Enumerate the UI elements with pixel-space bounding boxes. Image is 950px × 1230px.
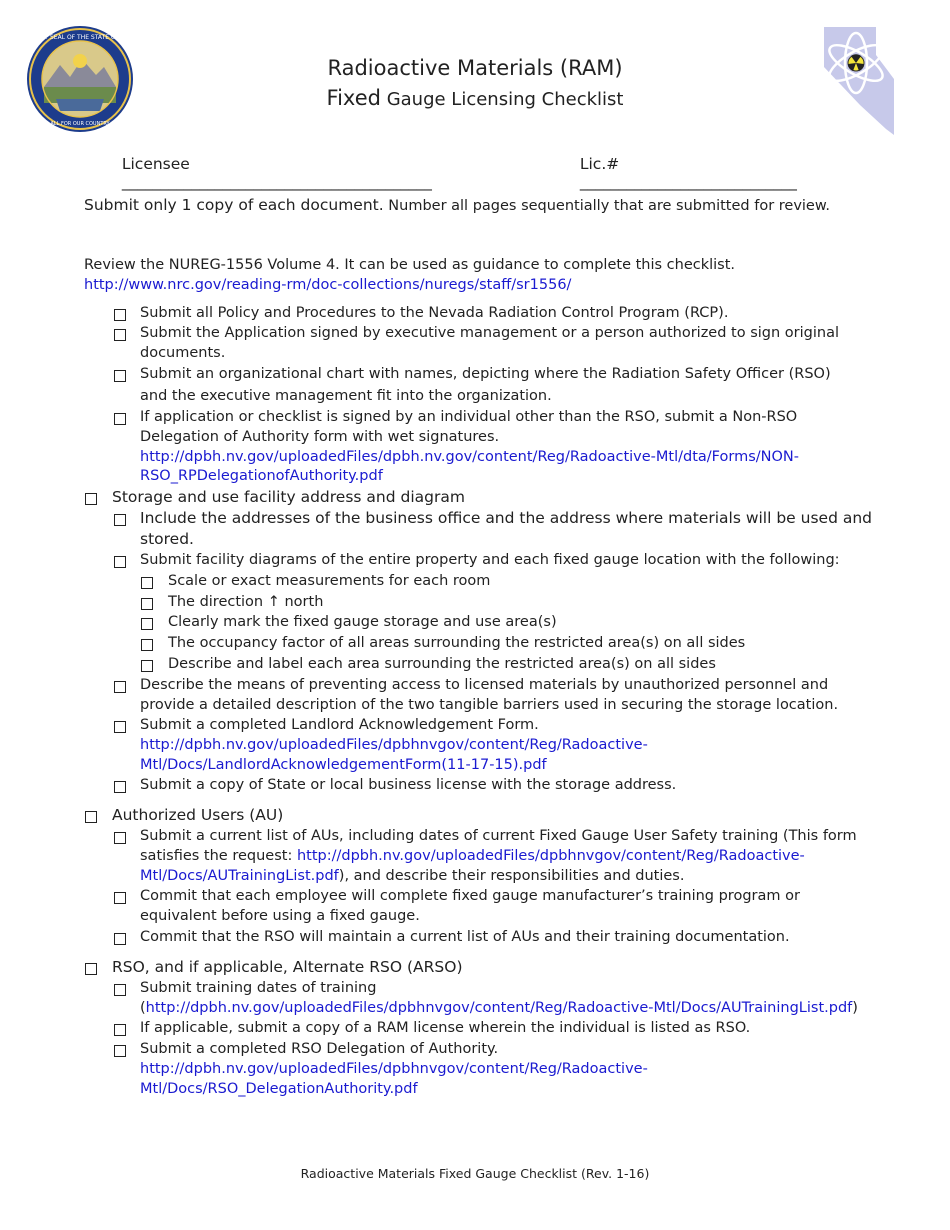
line-text: Submit all Policy and Procedures to the Nevada Radiation Control Program (RCP). [140,305,729,321]
line-text: ), and describe their responsibilities and duties. [338,868,685,884]
checklist-line [140,1079,418,1099]
checkbox[interactable] [85,963,97,975]
checklist-line [140,775,676,795]
checklist-line [168,571,490,591]
checklist-line [140,303,728,323]
checklist-line [140,906,420,926]
checkbox[interactable] [141,577,153,589]
line-text: Storage and use facility address and diagram [112,488,465,506]
checkbox[interactable] [114,984,126,996]
checklist-line [140,1018,750,1038]
checklist-line [140,550,840,570]
checklist-line [140,927,790,947]
submit-instructions [84,196,830,214]
line-text: Describe and label each area surrounding the restricted area(s) on all sides [168,656,716,672]
line-text: RSO, and if applicable, Alternate RSO (ARSO) [112,958,463,976]
svg-text:ALL FOR OUR COUNTRY: ALL FOR OUR COUNTRY [50,121,110,127]
license-number-blank[interactable]: ____________________________ [579,173,797,191]
checklist-line [140,508,872,528]
section-heading [112,957,463,977]
section-heading [112,487,465,507]
checklist-line [140,886,800,906]
checkbox[interactable] [114,329,126,341]
line-text: documents. [140,345,226,361]
document-link[interactable]: RSO_RPDelegationofAuthority.pdf [140,468,383,484]
line-text: Clearly mark the fixed gauge storage and use area(s) [168,614,557,630]
checkbox[interactable] [114,514,126,526]
line-text: Submit a copy of State or local business license with the storage address. [140,777,677,793]
checkbox[interactable] [141,598,153,610]
checklist-line [140,866,684,886]
document-title: Radioactive Materials (RAM) [327,56,623,80]
page-footer: Radioactive Materials Fixed Gauge Checklist (Rev. 1-16) [300,1166,650,1181]
line-text: If application or checklist is signed by an individual other than the RSO, submit a Non-RSO [140,409,798,425]
checkbox[interactable] [114,832,126,844]
line-text: Include the addresses of the business office and the address where materials will be used and [140,509,873,527]
document-link[interactable]: Mtl/Docs/LandlordAcknowledgementForm(11-17-15).pdf [140,757,547,773]
checklist-line [168,633,745,653]
licensee-field[interactable] [112,137,432,191]
document-subtitle [0,86,950,110]
checkbox[interactable] [114,721,126,733]
line-text: ) [852,1000,858,1016]
line-text: satisfies the request: [140,848,297,864]
document-link[interactable]: http://dpbh.nv.gov/uploadedFiles/dpbh.nv.gov/content/Reg/Radoactive-Mtl/dta/Forms/NON- [140,449,799,465]
checklist-line [140,343,225,363]
document-link[interactable]: Mtl/Docs/RSO_DelegationAuthority.pdf [140,1081,418,1097]
checklist-line [140,386,552,406]
document-link[interactable]: http://dpbh.nv.gov/uploadedFiles/dpbhnvgov/content/Reg/Radoactive- [140,737,648,753]
checklist-line [140,1059,648,1079]
line-text: Scale or exact measurements for each room [168,573,491,589]
line-text: The direction ↑ north [168,594,324,610]
document-link[interactable]: http://dpbh.nv.gov/uploadedFiles/dpbhnvgov/content/Reg/Radoactive- [140,1061,648,1077]
checklist-line [140,755,547,775]
checkbox[interactable] [114,1024,126,1036]
subtitle-rest: Gauge Licensing Checklist [380,89,624,110]
checkbox[interactable] [114,781,126,793]
checkbox[interactable] [141,618,153,630]
line-text: If applicable, submit a copy of a RAM license wherein the individual is listed as RSO. [140,1020,751,1036]
line-text: Delegation of Authority form with wet signatures. [140,429,500,445]
line-text: The occupancy factor of all areas surrounding the restricted area(s) on all sides [168,635,746,651]
checklist-line [140,364,831,384]
line-text: provide a detailed description of the two tangible barriers used in securing the storage location. [140,697,839,713]
checklist-line [168,612,557,632]
review-guidance-text: Review the NUREG-1556 Volume 4. It can be used as guidance to complete this checklist. [84,257,736,273]
checkbox[interactable] [114,309,126,321]
checkbox[interactable] [114,413,126,425]
checklist-line [140,695,838,715]
nevada-radiation-logo [820,25,896,137]
checklist-line [140,323,839,343]
checklist-line [140,1039,498,1059]
document-link[interactable]: Mtl/Docs/AUTrainingList.pdf [140,868,339,884]
checklist-line [140,447,799,467]
checkbox[interactable] [114,556,126,568]
section-heading [112,805,283,825]
checklist-line [168,654,716,674]
license-number-field[interactable] [570,137,797,191]
checkbox[interactable] [85,811,97,823]
checkbox[interactable] [114,933,126,945]
checkbox[interactable] [114,681,126,693]
checkbox[interactable] [141,660,153,672]
licensee-blank[interactable]: ________________________________________ [121,173,432,191]
checkbox[interactable] [114,1045,126,1057]
line-text: stored. [140,530,194,548]
licensee-label: Licensee [121,155,190,173]
line-text: Authorized Users (AU) [112,806,284,824]
line-text: Submit an organizational chart with names, depicting where the Radiation Safety Officer (RSO) [140,366,831,382]
checkbox[interactable] [85,493,97,505]
checklist-line [140,466,383,486]
submit-instruction-main: Submit only 1 copy of each document. [84,196,384,214]
checklist-line [140,427,499,447]
line-text: equivalent before using a fixed gauge. [140,908,420,924]
checklist-line [140,846,805,866]
line-text: ( [140,1000,146,1016]
document-link[interactable]: http://dpbh.nv.gov/uploadedFiles/dpbhnvgov/content/Reg/Radoactive- [296,848,805,864]
checklist-line [140,826,857,846]
checklist-line [140,715,539,735]
checklist-line [140,735,648,755]
line-text: Submit training dates of training [140,980,377,996]
checkbox[interactable] [114,892,126,904]
line-text: Describe the means of preventing access to licensed materials by unauthorized personnel and [140,677,829,693]
checklist-line [140,529,194,549]
license-number-label: Lic.# [579,155,620,173]
checklist-line [140,407,797,427]
line-text: and the executive management fit into the organization. [140,388,552,404]
line-text: Submit facility diagrams of the entire property and each fixed gauge location with the following: [140,552,840,568]
line-text: Commit that the RSO will maintain a current list of AUs and their training documentation. [140,929,790,945]
review-guidance [84,255,735,295]
line-text: Submit the Application signed by executive management or a person authorized to sign original [140,325,839,341]
checklist-line [140,675,828,695]
document-link[interactable]: http://dpbh.nv.gov/uploadedFiles/dpbhnvgov/content/Reg/Radoactive-Mtl/Docs/AUTrainingList.pdf [145,1000,853,1016]
checklist-line [140,998,858,1018]
subtitle-fixed: Fixed [326,86,381,110]
checkbox[interactable] [114,370,126,382]
line-text: Submit a current list of AUs, including dates of current Fixed Gauge User Safety training (This form [140,828,857,844]
line-text: Submit a completed RSO Delegation of Authority. [140,1041,499,1057]
checkbox[interactable] [141,639,153,651]
svg-text:THE GREAT SEAL OF THE STATE OF: THE GREAT SEAL OF THE STATE OF NEVADA [14,34,146,41]
checklist-line [168,592,323,612]
line-text: Submit a completed Landlord Acknowledgement Form. [140,717,539,733]
checklist-line [140,978,376,998]
nureg-link[interactable]: http://www.nrc.gov/reading-rm/doc-collections/nuregs/staff/sr1556/ [84,277,572,293]
submit-instruction-detail: Number all pages sequentially that are submitted for review. [383,198,830,214]
line-text: Commit that each employee will complete fixed gauge manufacturer’s training program or [140,888,800,904]
